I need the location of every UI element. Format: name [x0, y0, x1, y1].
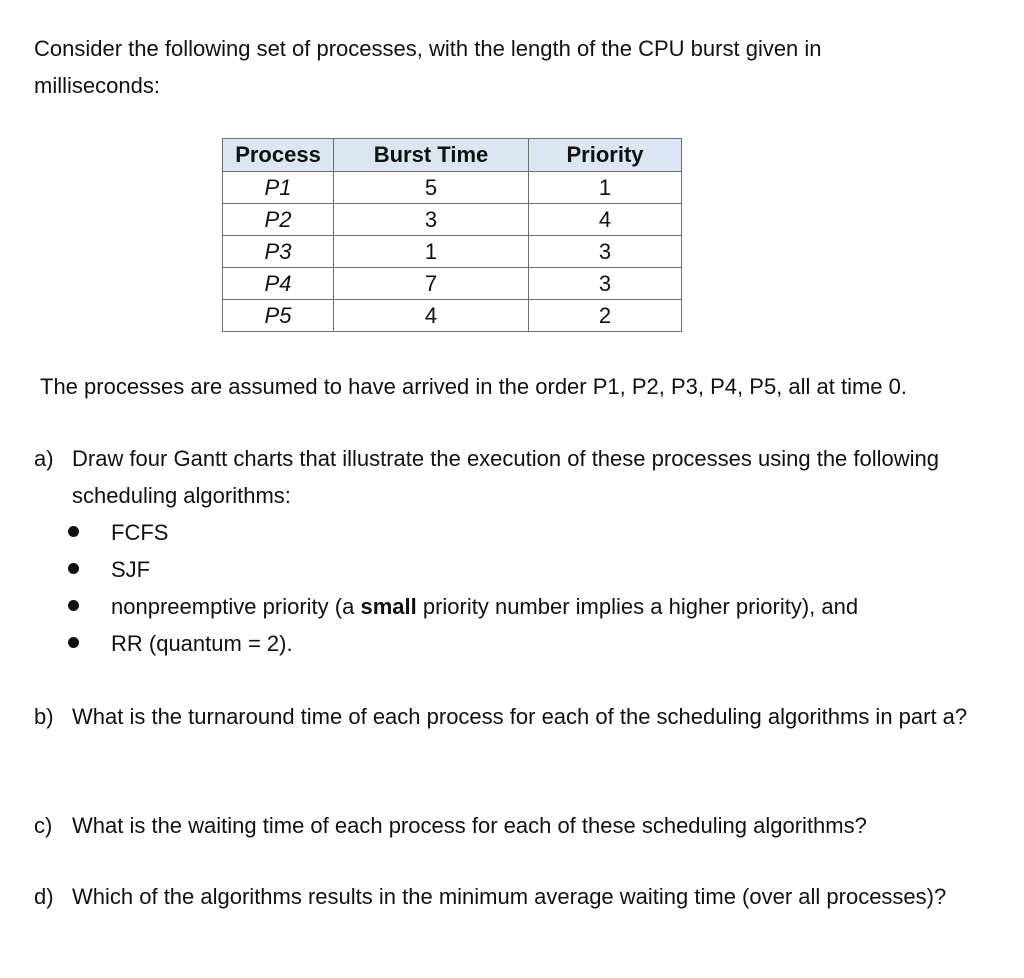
cell-priority: 1 [529, 172, 682, 204]
cell-process: P2 [223, 204, 334, 236]
table-row [223, 172, 682, 204]
cell-priority: 3 [529, 236, 682, 268]
list-item [66, 588, 858, 625]
bullet-icon [68, 600, 79, 611]
table-row [223, 236, 682, 268]
question-a-text: Draw four Gantt charts that illustrate the execution of these processes using the following scheduling algorithms: [72, 446, 940, 508]
question-b-text: What is the turnaround time of each process for each of the scheduling algorithms in part a? [72, 704, 968, 729]
question-d-label: d) [34, 884, 54, 909]
table-row [223, 268, 682, 300]
algorithm-sjf: SJF [111, 557, 151, 582]
algorithm-list [66, 514, 858, 662]
question-c-text: What is the waiting time of each process for each of these scheduling algorithms? [72, 813, 867, 838]
header-priority: Priority [529, 139, 682, 172]
question-a-label: a) [34, 446, 54, 471]
list-item [66, 551, 858, 588]
question-a [34, 440, 974, 514]
table-header-row [223, 139, 682, 172]
priority-text-bold: small [360, 594, 417, 619]
cell-priority: 3 [529, 268, 682, 300]
question-b-label: b) [34, 704, 54, 729]
question-c-label: c) [34, 813, 53, 838]
cell-burst: 5 [334, 172, 529, 204]
intro-text: Consider the following set of processes, with the length of the CPU burst given in milliseconds: [34, 36, 822, 98]
algorithm-fcfs: FCFS [111, 520, 169, 545]
cell-process: P1 [223, 172, 334, 204]
cell-burst: 7 [334, 268, 529, 300]
cell-burst: 3 [334, 204, 529, 236]
header-burst-time: Burst Time [334, 139, 529, 172]
priority-text-start: nonpreemptive priority (a [111, 594, 361, 619]
list-item [66, 514, 858, 551]
cell-priority: 4 [529, 204, 682, 236]
question-c [34, 807, 974, 844]
table-row [223, 300, 682, 332]
bullet-icon [68, 526, 79, 537]
cell-burst: 4 [334, 300, 529, 332]
cell-process: P3 [223, 236, 334, 268]
algorithm-rr: RR (quantum = 2). [111, 631, 293, 656]
header-process: Process [223, 139, 334, 172]
list-item [66, 625, 858, 662]
priority-text-end: priority number implies a higher priority), and [416, 594, 859, 619]
bullet-icon [68, 563, 79, 574]
table-row [223, 204, 682, 236]
cell-process: P5 [223, 300, 334, 332]
arrival-statement: The processes are assumed to have arrived in the order P1, P2, P3, P4, P5, all at time 0. [40, 374, 908, 399]
cell-burst: 1 [334, 236, 529, 268]
bullet-icon [68, 637, 79, 648]
cell-priority: 2 [529, 300, 682, 332]
question-d-text: Which of the algorithms results in the minimum average waiting time (over all processes)? [72, 884, 947, 909]
algorithm-priority [111, 594, 858, 619]
process-table [222, 138, 682, 332]
question-d [34, 878, 974, 915]
cell-process: P4 [223, 268, 334, 300]
question-b [34, 698, 974, 735]
